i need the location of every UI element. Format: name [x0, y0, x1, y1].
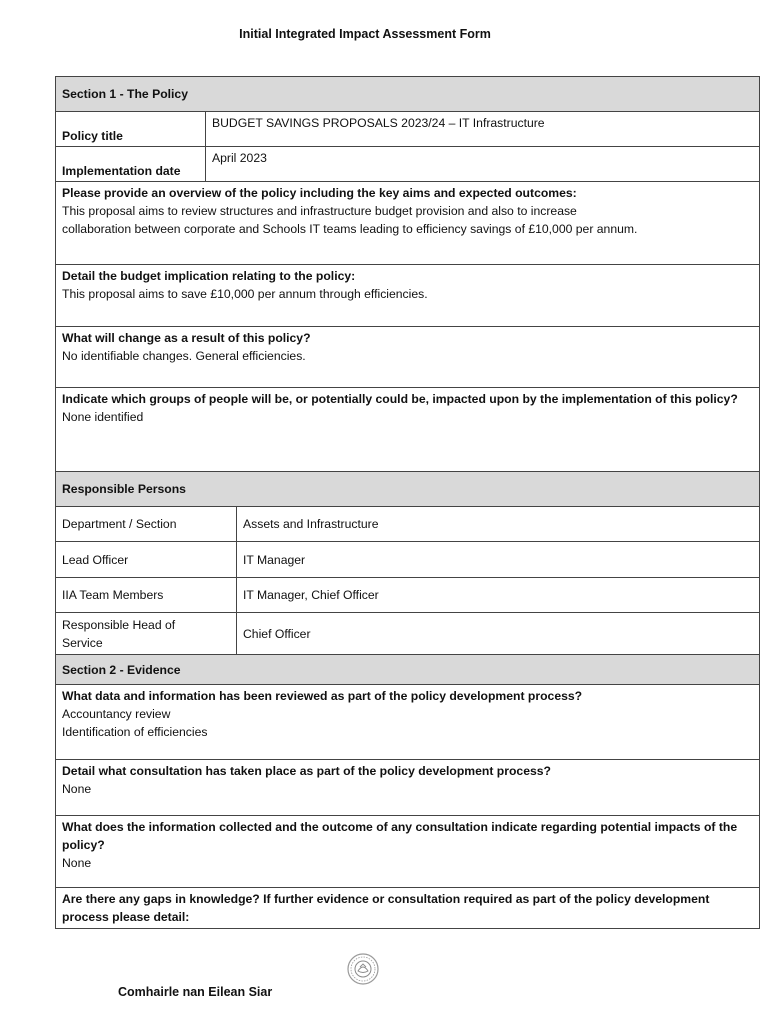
data-reviewed-answer-line1: Accountancy review: [62, 707, 171, 721]
groups-cell: [56, 388, 760, 472]
consultation-row: [56, 760, 760, 816]
groups-answer: None identified: [62, 410, 144, 424]
responsible-label: Department / Section: [56, 507, 237, 542]
gaps-question: Are there any gaps in knowledge? If further evidence or consultation required as part of the policy development process please detail:: [62, 892, 710, 924]
outcome-cell: [56, 816, 760, 888]
change-row: [56, 327, 760, 388]
section2-header-row: [56, 655, 760, 685]
implementation-date-row: [56, 147, 760, 182]
responsible-value: IT Manager: [237, 542, 760, 578]
implementation-date-label: Implementation date: [56, 147, 206, 182]
overview-answer-line2: collaboration between corporate and Schools IT teams leading to efficiency savings of £10,000 per annum.: [62, 222, 638, 236]
consultation-answer: None: [62, 782, 92, 796]
policy-title-label: Policy title: [56, 112, 206, 147]
section1-header-row: [56, 77, 760, 112]
footer-organisation: Comhairle nan Eilean Siar: [118, 985, 273, 999]
groups-row: [56, 388, 760, 472]
overview-answer-line1: This proposal aims to review structures and infrastructure budget provision and also to increase: [62, 204, 577, 218]
change-question: What will change as a result of this policy?: [62, 331, 311, 345]
impact-assessment-form: [55, 76, 760, 929]
outcome-row: [56, 816, 760, 888]
section2-heading: Section 2 - Evidence: [56, 655, 760, 685]
consultation-cell: [56, 760, 760, 816]
implementation-date-value: April 2023: [206, 147, 760, 182]
change-cell: [56, 327, 760, 388]
data-reviewed-question: What data and information has been reviewed as part of the policy development process?: [62, 689, 583, 703]
council-seal-icon: [346, 952, 380, 986]
responsible-heading: Responsible Persons: [56, 472, 760, 507]
groups-question: Indicate which groups of people will be, or potentially could be, impacted upon by the implementation of this policy?: [62, 392, 738, 406]
data-reviewed-row: [56, 685, 760, 760]
outcome-question: What does the information collected and the outcome of any consultation indicate regarding potential impacts of the policy?: [62, 820, 738, 852]
data-reviewed-cell: [56, 685, 760, 760]
change-answer: No identifiable changes. General efficiencies.: [62, 349, 306, 363]
budget-question: Detail the budget implication relating to the policy:: [62, 269, 356, 283]
table-row: [56, 542, 760, 578]
gaps-cell: [56, 888, 760, 929]
responsible-value: Chief Officer: [237, 613, 760, 655]
responsible-value: Assets and Infrastructure: [237, 507, 760, 542]
responsible-value: IT Manager, Chief Officer: [237, 578, 760, 613]
budget-answer: This proposal aims to save £10,000 per annum through efficiencies.: [62, 287, 428, 301]
budget-cell: [56, 265, 760, 327]
consultation-question: Detail what consultation has taken place as part of the policy development process?: [62, 764, 551, 778]
table-row: [56, 507, 760, 542]
document-title: Initial Integrated Impact Assessment Form: [239, 27, 491, 41]
policy-title-row: [56, 112, 760, 147]
gaps-row: [56, 888, 760, 929]
section1-heading: Section 1 - The Policy: [56, 77, 760, 112]
responsible-label: Responsible Head of Service: [56, 613, 237, 655]
data-reviewed-answer-line2: Identification of efficiencies: [62, 725, 208, 739]
policy-title-value: BUDGET SAVINGS PROPOSALS 2023/24 – IT Infrastructure: [206, 112, 760, 147]
budget-row: [56, 265, 760, 327]
table-row: [56, 578, 760, 613]
overview-cell: [56, 182, 760, 265]
table-row: [56, 613, 760, 655]
responsible-label: Lead Officer: [56, 542, 237, 578]
overview-row: [56, 182, 760, 265]
responsible-header-row: [56, 472, 760, 507]
overview-question: Please provide an overview of the policy including the key aims and expected outcomes:: [62, 186, 577, 200]
outcome-answer: None: [62, 856, 92, 870]
responsible-label: IIA Team Members: [56, 578, 237, 613]
